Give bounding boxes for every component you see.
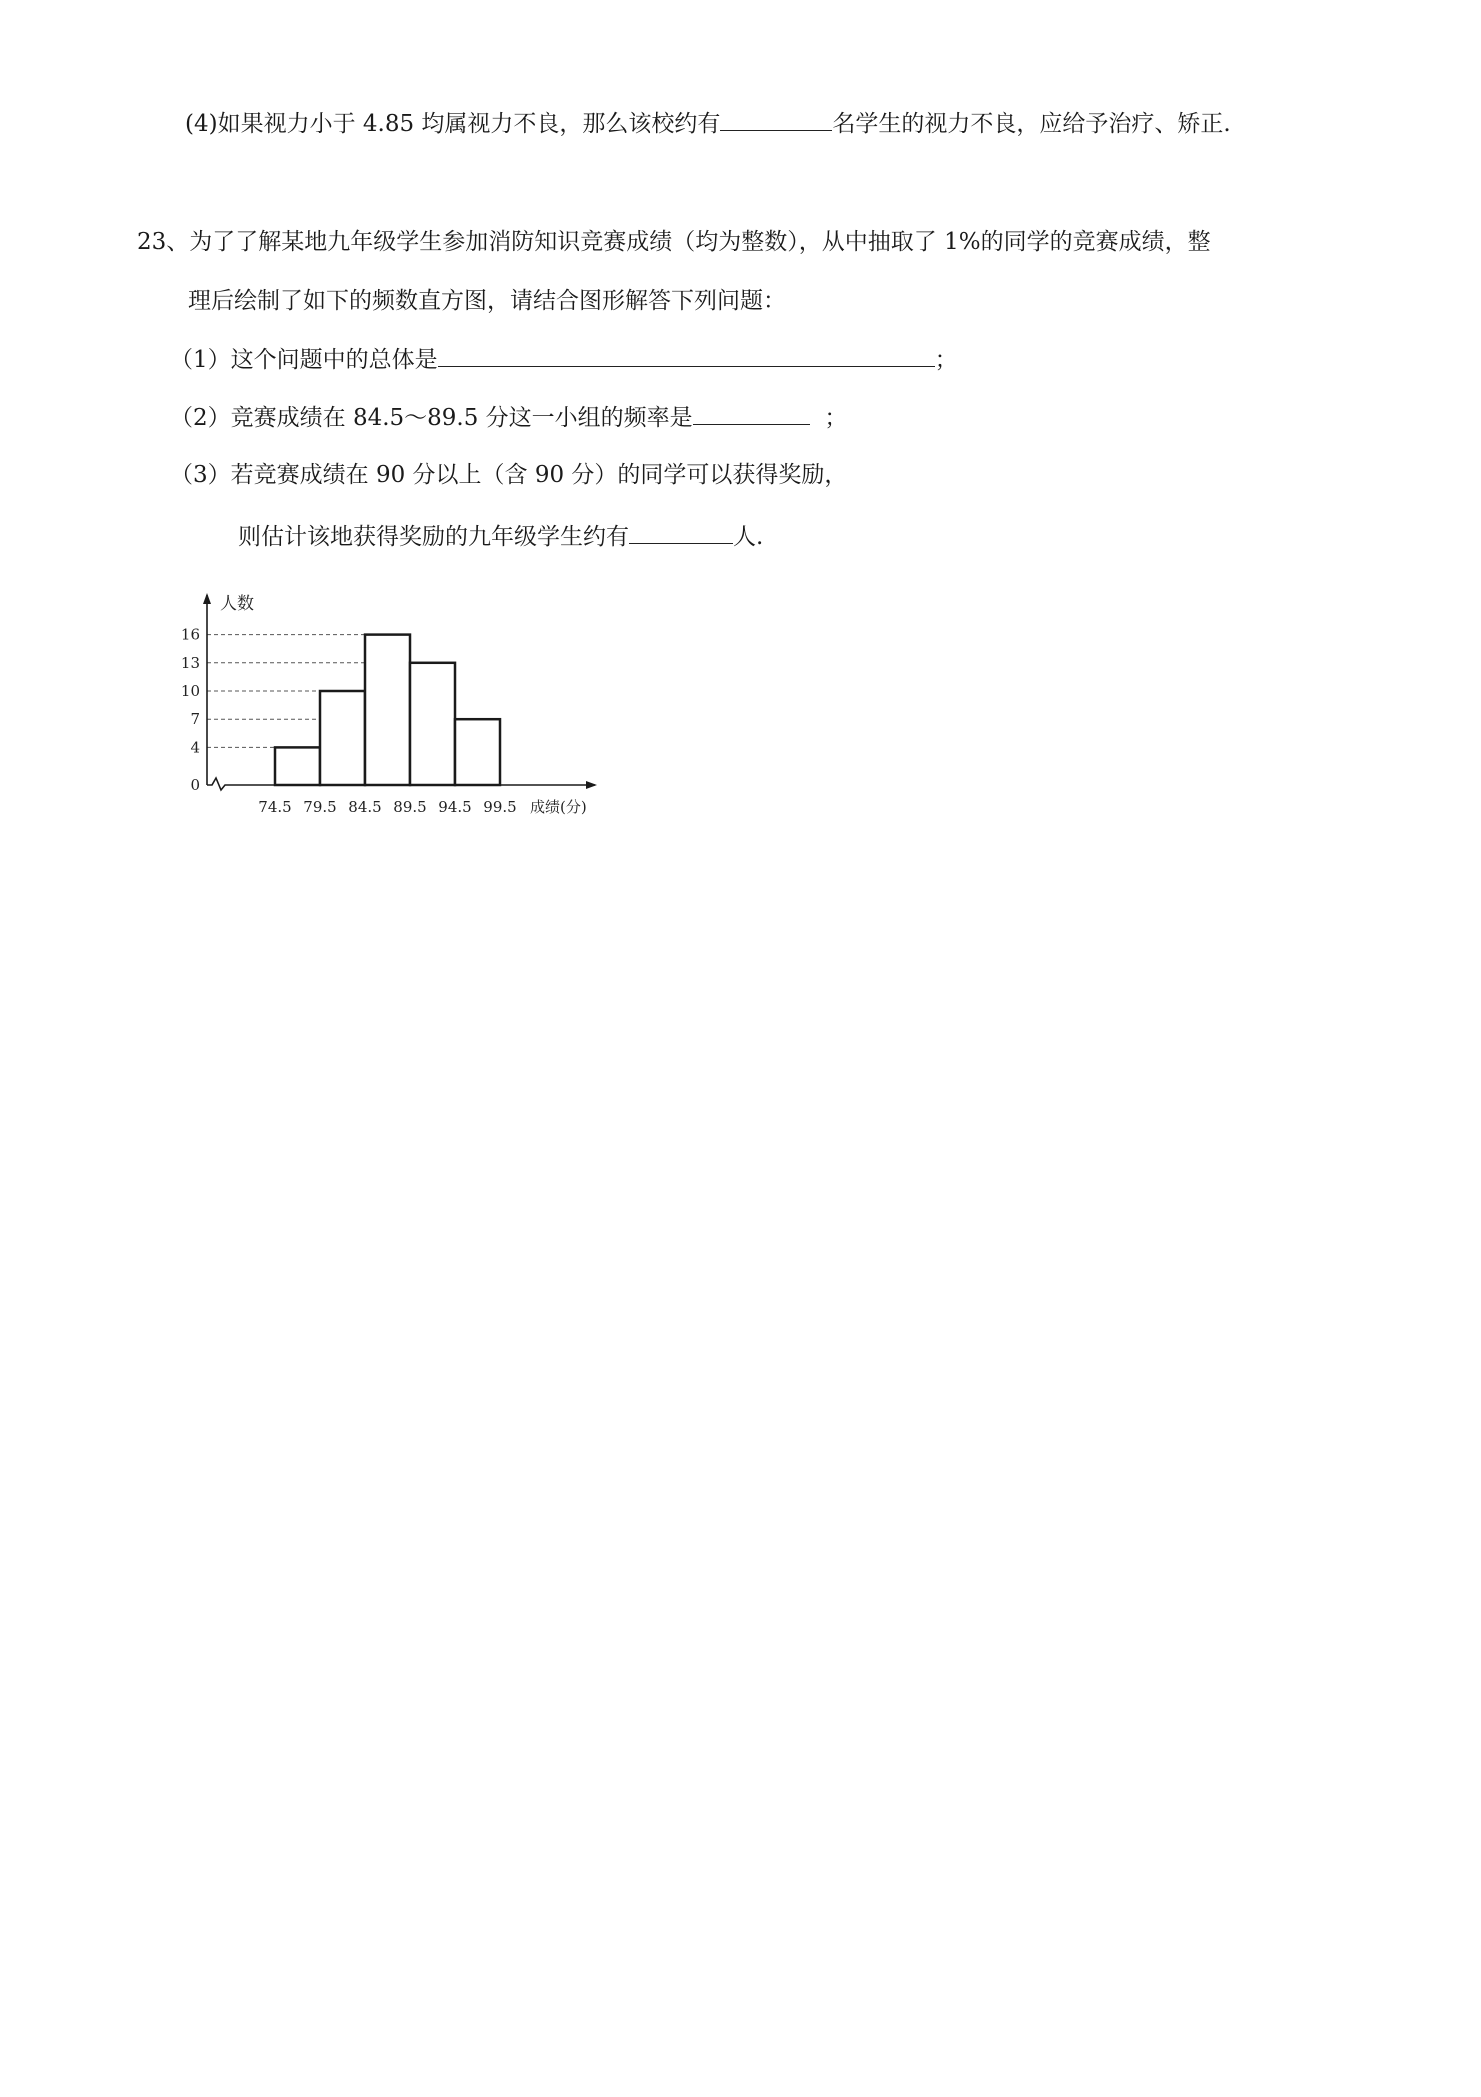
y-tick-label: 7 xyxy=(190,710,200,729)
x-tick-label: 79.5 xyxy=(303,798,337,816)
q23-stem-line1: 23、为了了解某地九年级学生参加消防知识竞赛成绩（均为整数），从中抽取了 1%的同学的竞赛成绩，整 xyxy=(137,229,1211,255)
y-tick-label: 4 xyxy=(190,738,200,757)
q23-part2 xyxy=(170,400,847,434)
q23-part3-text-before: 则估计该地获得奖励的九年级学生约有 xyxy=(238,524,629,550)
q23-part1-text-before: （1）这个问题中的总体是 xyxy=(170,347,438,373)
q23-stem-line2: 理后绘制了如下的频数直方图，请结合图形解答下列问题： xyxy=(188,288,786,314)
y-tick-label: 0 xyxy=(190,776,200,794)
q23-part1-text-after: ； xyxy=(934,347,958,373)
x-tick-label: 94.5 xyxy=(438,798,472,816)
histogram-bar xyxy=(320,691,365,785)
frequency-histogram xyxy=(180,585,620,830)
q23-part3-line1: （3）若竞赛成绩在 90 分以上（含 90 分）的同学可以获得奖励， xyxy=(170,462,848,488)
x-tick-label: 74.5 xyxy=(258,798,292,816)
histogram-bar xyxy=(455,719,500,785)
y-axis-label: 人数 xyxy=(220,594,254,614)
answer-blank-q23-1[interactable] xyxy=(438,342,935,367)
q23-part3-text-after: 人. xyxy=(733,524,764,550)
q23-part2-text-before: （2）竞赛成绩在 84.5～89.5 分这一小组的频率是 xyxy=(170,405,693,431)
x-tick-label: 99.5 xyxy=(483,798,517,816)
histogram-bar xyxy=(365,635,410,785)
q22-part4-text-after: 名学生的视力不良，应给予治疗、矫正. xyxy=(832,111,1231,137)
x-tick-label: 84.5 xyxy=(348,798,382,816)
answer-blank-q23-2[interactable] xyxy=(693,400,810,425)
x-axis-arrow-icon xyxy=(586,781,597,789)
y-axis-arrow-icon xyxy=(203,593,211,604)
q22-part4 xyxy=(185,106,1231,140)
q22-part4-text-before: (4)如果视力小于 4.85 均属视力不良，那么该校约有 xyxy=(185,111,721,137)
answer-blank-q22-4[interactable] xyxy=(720,106,832,131)
q23-part1 xyxy=(170,342,958,376)
x-axis-label: 成绩(分) xyxy=(530,798,587,816)
answer-blank-q23-3[interactable] xyxy=(629,519,733,544)
histogram-bar xyxy=(275,747,320,785)
histogram-bar xyxy=(410,663,455,785)
q23-part3-line2 xyxy=(238,519,763,553)
q23-part2-text-after: ； xyxy=(824,405,848,431)
y-tick-label: 16 xyxy=(180,625,200,644)
y-tick-label: 13 xyxy=(180,653,200,672)
x-tick-label: 89.5 xyxy=(393,798,427,816)
y-tick-label: 10 xyxy=(180,682,200,700)
